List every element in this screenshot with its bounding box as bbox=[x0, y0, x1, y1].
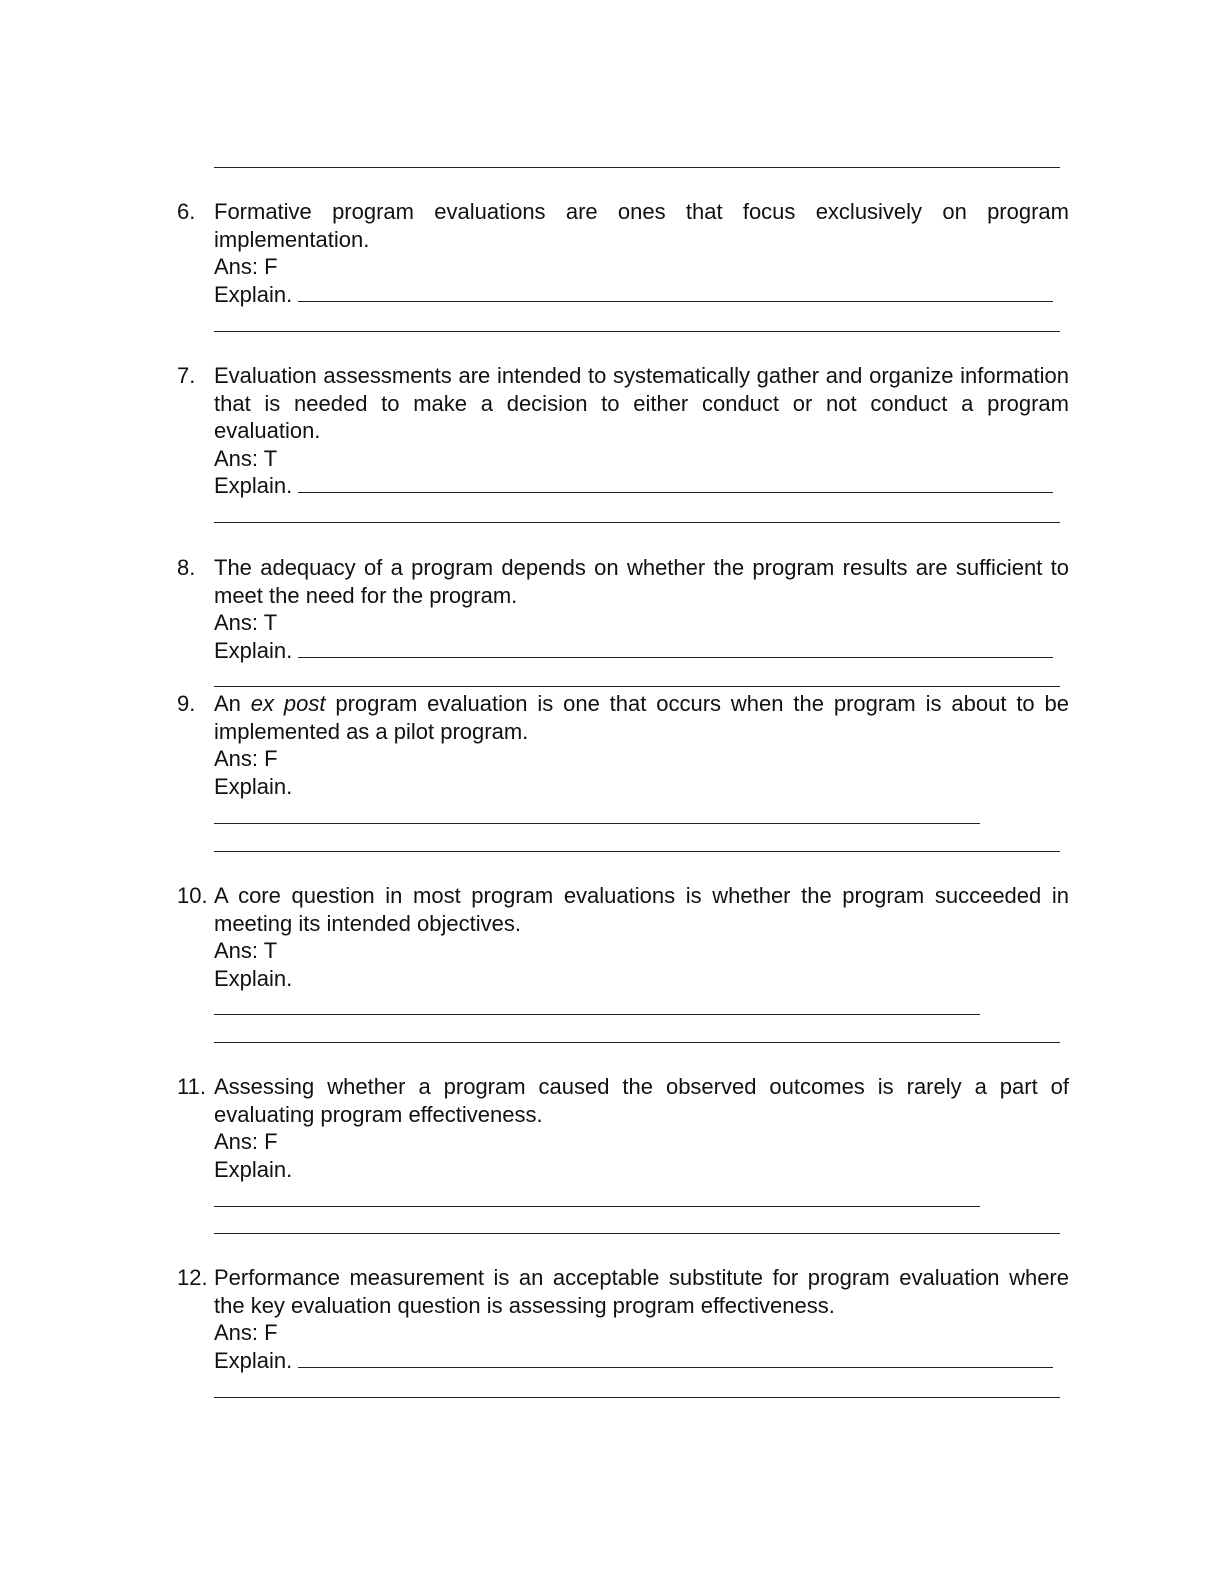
answer-line bbox=[214, 1042, 1060, 1043]
answer-key: Ans: F bbox=[214, 1320, 278, 1345]
question-number: 12. bbox=[177, 1265, 208, 1290]
answer-key: Ans: T bbox=[214, 445, 278, 471]
question-10 bbox=[177, 882, 1069, 992]
answer-key: Ans: F bbox=[214, 746, 278, 771]
question-number: 6. bbox=[177, 199, 196, 224]
answer-line bbox=[214, 851, 1060, 852]
question-12 bbox=[177, 1264, 1069, 1374]
answer-line bbox=[214, 1233, 1060, 1234]
question-text: Assessing whether a program caused the observed outcomes is rarely a part of evaluating program effectiveness. bbox=[214, 1074, 1069, 1127]
answer-line bbox=[214, 167, 1060, 168]
explain-label: Explain. bbox=[214, 281, 293, 307]
question-text: Formative program evaluations are ones that focus exclusively on program implementation. bbox=[214, 199, 1069, 252]
question-number: 8. bbox=[177, 555, 196, 580]
question-number: 10. bbox=[177, 883, 208, 908]
answer-key: Ans: F bbox=[214, 1129, 278, 1154]
question-7 bbox=[177, 362, 1069, 500]
question-text bbox=[214, 690, 1069, 745]
question-number: 7. bbox=[177, 363, 196, 388]
answer-line bbox=[214, 1397, 1060, 1398]
question-number: 9. bbox=[177, 691, 196, 716]
answer-line bbox=[214, 686, 1060, 687]
question-text: The adequacy of a program depends on whether the program results are sufficient to meet the need for the program. bbox=[214, 555, 1069, 608]
question-8 bbox=[177, 554, 1069, 664]
explain-label: Explain. bbox=[214, 1156, 293, 1182]
answer-line bbox=[214, 522, 1060, 523]
question-text: Performance measurement is an acceptable substitute for program evaluation where the key evaluation question is assessing program effectiveness. bbox=[214, 1265, 1069, 1318]
explain-label: Explain. bbox=[214, 773, 293, 799]
question-9 bbox=[177, 690, 1069, 800]
question-6 bbox=[177, 198, 1069, 308]
answer-key: Ans: T bbox=[214, 938, 278, 963]
answer-line bbox=[214, 331, 1060, 332]
explain-answer-line bbox=[298, 1349, 1053, 1368]
question-text-prefix: An bbox=[214, 691, 251, 716]
answer-line bbox=[214, 1014, 980, 1015]
answer-line bbox=[214, 823, 980, 824]
question-text: A core question in most program evaluations is whether the program succeeded in meeting its intended objectives. bbox=[214, 883, 1069, 936]
question-text-italic-term: ex post bbox=[250, 691, 326, 716]
explain-answer-line bbox=[298, 474, 1053, 493]
answer-key: Ans: T bbox=[214, 610, 278, 635]
explain-answer-line bbox=[298, 639, 1053, 658]
explain-label: Explain. bbox=[214, 965, 293, 991]
answer-line bbox=[214, 1206, 980, 1207]
question-text: Evaluation assessments are intended to systematically gather and organize information that is needed to make a decision to either conduct or not conduct a program evaluation. bbox=[214, 363, 1069, 443]
question-text-suffix: program evaluation is one that occurs when the program is about to be implemented as a pilot program. bbox=[214, 691, 1070, 744]
question-11 bbox=[177, 1073, 1069, 1183]
answer-key: Ans: F bbox=[214, 254, 278, 279]
explain-label: Explain. bbox=[214, 473, 293, 498]
question-number: 11. bbox=[177, 1074, 206, 1099]
explain-label: Explain. bbox=[214, 637, 293, 663]
explain-label: Explain. bbox=[214, 1347, 293, 1373]
explain-answer-line bbox=[298, 283, 1053, 302]
